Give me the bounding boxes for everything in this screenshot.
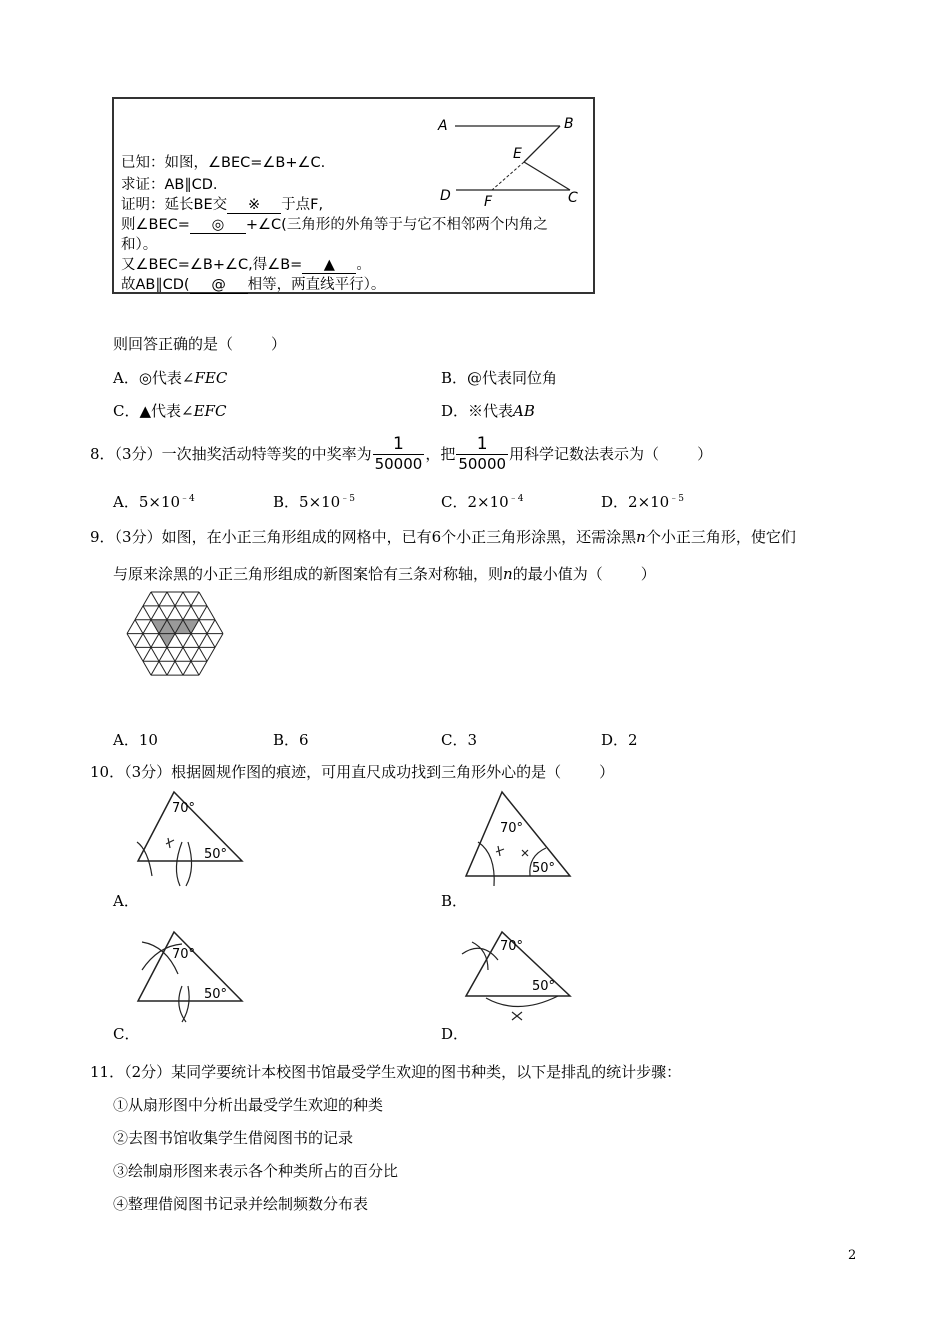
grid-segment	[191, 592, 199, 606]
grid-segment	[175, 647, 183, 661]
q11-stem: 11．（2分）某同学要统计本校图书馆最受学生欢迎的图书种类，以下是排乱的统计步骤：	[90, 1063, 682, 1081]
grid-segment	[143, 620, 151, 634]
blank-4: @	[190, 277, 248, 294]
grid-segment	[135, 634, 143, 648]
grid-segment	[159, 606, 167, 620]
q7-stem: 则回答正确的是（ ）	[113, 335, 287, 353]
grid-segment	[199, 620, 207, 634]
svg-text:50°: 50°	[532, 979, 556, 994]
blank-2: ◎	[190, 217, 246, 234]
q10-figure-d	[458, 930, 578, 1025]
label-D: D	[440, 188, 451, 204]
proof-step-4: 故AB∥CD( @ 相等，两直线平行）。	[121, 277, 386, 293]
q8-option-a: A．$5\times 10^{﹣4}$	[113, 493, 195, 511]
grid-segment	[199, 647, 207, 661]
grid-segment	[167, 592, 175, 606]
q10-figure-c	[130, 930, 250, 1025]
q8-option-d: D．$2\times 10^{﹣5}$	[601, 493, 684, 511]
grid-segment	[151, 661, 159, 675]
shaded-triangle	[159, 634, 175, 648]
grid-segment	[159, 661, 167, 675]
q9-option-c: C．3	[441, 731, 478, 749]
grid-segment	[175, 592, 183, 606]
q8-option-c: C．$2\times 10^{﹣4}$	[441, 493, 524, 511]
svg-text:70°: 70°	[172, 947, 196, 962]
grid-segment	[175, 661, 183, 675]
grid-segment	[199, 592, 207, 606]
q10-option-d: D．	[441, 1025, 469, 1043]
grid-segment	[135, 606, 143, 620]
q7-option-a: A．◎代表∠FEC	[113, 369, 228, 387]
grid-segment	[199, 634, 207, 648]
q7-figure	[430, 110, 595, 210]
proof-step-2b: 和）。	[121, 237, 158, 253]
grid-segment	[159, 647, 167, 661]
svg-text:70°: 70°	[500, 939, 524, 954]
grid-segment	[143, 634, 151, 648]
grid-segment	[167, 606, 175, 620]
q10-figure-b	[458, 790, 578, 890]
grid-segment	[143, 592, 151, 606]
svg-text:70°: 70°	[172, 801, 196, 816]
grid-segment	[135, 647, 143, 661]
proof-step-1: 证明：延长BE交 ※ 于点F,	[121, 197, 324, 213]
q10-option-c: C．	[113, 1025, 140, 1043]
grid-segment	[199, 606, 207, 620]
q11-step-2: ②去图书馆收集学生借阅图书的记录	[113, 1129, 354, 1147]
label-F: F	[484, 194, 493, 210]
grid-segment	[183, 634, 191, 648]
grid-lines	[127, 592, 223, 675]
label-E: E	[513, 146, 522, 162]
grid-segment	[151, 647, 159, 661]
grid-segment	[143, 661, 151, 675]
grid-segment	[167, 647, 175, 661]
grid-segment	[191, 606, 199, 620]
proof-given: 已知：如图，∠BEC=∠B+∠C.	[121, 155, 326, 171]
grid-segment	[191, 661, 199, 675]
svg-text:70°: 70°	[500, 821, 524, 836]
svg-text:50°: 50°	[532, 861, 556, 876]
q7-option-b: B．@代表同位角	[441, 369, 558, 387]
grid-segment	[207, 634, 215, 648]
q10-option-a: A．	[113, 892, 139, 910]
grid-segment	[135, 620, 143, 634]
grid-segment	[207, 620, 215, 634]
svg-text:50°: 50°	[204, 987, 228, 1002]
label-C: C	[568, 190, 578, 206]
fraction-2: $\frac{1}{50000}$	[458, 434, 507, 473]
grid-segment	[183, 661, 191, 675]
grid-segment	[207, 647, 215, 661]
q10-option-b: B．	[441, 892, 468, 910]
blank-3: ▲	[302, 257, 356, 274]
grid-segment	[183, 647, 191, 661]
q10-figure-a	[130, 790, 250, 890]
q9-triangle-grid	[110, 590, 240, 705]
q9-option-b: B．6	[273, 731, 309, 749]
q8-stem: 8．（3分）一次抽奖活动特等奖的中奖率为 $\frac{1}{50000}$ ，把 $\frac{1}{50000}$ 用科学记数法表示为（ ）	[90, 434, 713, 473]
grid-segment	[151, 592, 159, 606]
grid-segment	[199, 661, 207, 675]
label-A: A	[438, 118, 448, 134]
q9-stem-line2: 与原来涂黑的小正三角形组成的新图案恰有三条对称轴，则n的最小值为（ ）	[113, 565, 656, 583]
grid-segment	[151, 606, 159, 620]
grid-segment	[167, 661, 175, 675]
grid-segment	[215, 620, 223, 634]
q11-step-4: ④整理借阅图书记录并绘制频数分布表	[113, 1195, 369, 1213]
q9-stem-line1: 9．（3分）如图，在小正三角形组成的网格中，已有6个小正三角形涂黑，还需涂黑n个小正三角形，使它们	[90, 528, 796, 546]
grid-segment	[143, 647, 151, 661]
proof-step-2: 则∠BEC= ◎ +∠C(三角形的外角等于与它不相邻两个内角之	[121, 217, 548, 233]
q11-step-1: ①从扇形图中分析出最受学生欢迎的种类	[113, 1096, 384, 1114]
grid-segment	[151, 634, 159, 648]
grid-segment	[127, 620, 135, 634]
q10-stem: 10．（3分）根据圆规作图的痕迹，可用直尺成功找到三角形外心的是（ ）	[90, 763, 615, 781]
grid-segment	[175, 606, 183, 620]
q8-option-b: B．$5\times 10^{﹣5}$	[273, 493, 355, 511]
grid-segment	[207, 606, 215, 620]
fraction-1: $\frac{1}{50000}$	[374, 434, 423, 473]
q11-step-3: ③绘制扇形图来表示各个种类所占的百分比	[113, 1162, 399, 1180]
proof-prove: 求证：AB∥CD.	[121, 177, 218, 193]
grid-segment	[127, 634, 135, 648]
label-B: B	[564, 116, 574, 132]
svg-text:50°: 50°	[204, 847, 228, 862]
grid-segment	[175, 634, 183, 648]
grid-segment	[183, 592, 191, 606]
proof-step-3: 又∠BEC=∠B+∠C,得∠B= ▲ 。	[121, 257, 371, 273]
q7-option-c: C．▲代表∠EFC	[113, 402, 227, 420]
grid-segment	[183, 606, 191, 620]
blank-1: ※	[227, 197, 281, 214]
q7-option-d: D．※代表AB	[441, 402, 535, 420]
grid-segment	[191, 634, 199, 648]
q9-option-a: A．10	[113, 731, 158, 749]
grid-segment	[143, 606, 151, 620]
q9-option-d: D．2	[601, 731, 638, 749]
grid-segment	[159, 592, 167, 606]
grid-segment	[191, 647, 199, 661]
grid-segment	[215, 634, 223, 648]
page-number: 2	[848, 1248, 857, 1263]
